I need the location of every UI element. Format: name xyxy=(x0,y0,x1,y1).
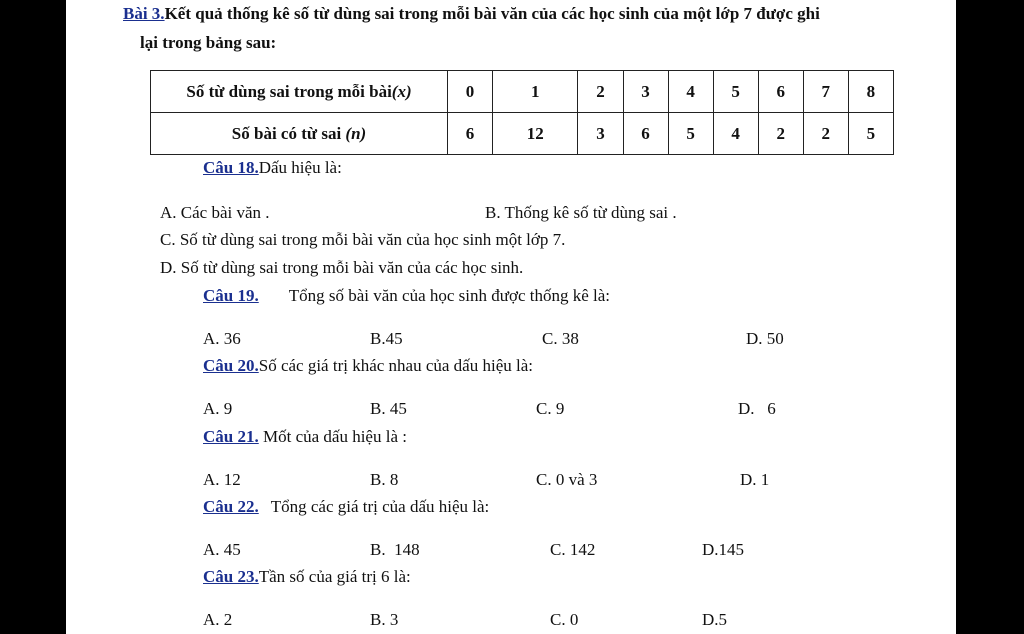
cell-n: 5 xyxy=(668,113,713,155)
q19-option-b: B.45 xyxy=(370,329,403,348)
cell-n: 12 xyxy=(493,113,578,155)
question-text: Mốt của dấu hiệu là : xyxy=(262,427,407,446)
problem-statement-line1 xyxy=(123,4,820,24)
question-label: Câu 20. xyxy=(203,356,259,375)
cell-x: 2 xyxy=(578,71,623,113)
cell-x: 8 xyxy=(848,71,893,113)
question-label: Câu 22. xyxy=(203,497,259,516)
q18-option-a: A. Các bài văn . xyxy=(160,203,270,222)
q18-option-b: B. Thống kê số từ dùng sai . xyxy=(485,203,677,222)
cell-n: 6 xyxy=(623,113,668,155)
q23-option-c: C. 0 xyxy=(550,610,579,629)
worksheet-page xyxy=(66,0,956,634)
cell-x: 0 xyxy=(448,71,493,113)
table-row-x xyxy=(151,71,894,113)
question-text: Dấu hiệu là: xyxy=(258,158,342,177)
q20-option-c: C. 9 xyxy=(536,399,565,418)
q21-option-a: A. 12 xyxy=(203,470,241,489)
table-row-n xyxy=(151,113,894,155)
problem-text-line2: lại trong bảng sau: xyxy=(140,33,277,52)
q21-option-b: B. 8 xyxy=(370,470,399,489)
cell-x: 5 xyxy=(713,71,758,113)
problem-label: Bài 3. xyxy=(123,4,165,23)
question-text: Tổng các giá trị của dấu hiệu là: xyxy=(270,497,490,516)
question-21 xyxy=(203,427,407,447)
q22-option-d: D.145 xyxy=(702,540,745,559)
cell-x: 1 xyxy=(493,71,578,113)
question-18 xyxy=(203,158,342,178)
q21-option-c: C. 0 và 3 xyxy=(536,470,598,489)
question-19 xyxy=(203,286,610,306)
q18-option-d: D. Số từ dùng sai trong mỗi bài văn của các học sinh. xyxy=(160,258,524,277)
cell-x: 3 xyxy=(623,71,668,113)
question-23 xyxy=(203,567,411,587)
q20-option-a: A. 9 xyxy=(203,399,233,418)
q23-option-b: B. 3 xyxy=(370,610,399,629)
question-label: Câu 18. xyxy=(203,158,259,177)
question-22 xyxy=(203,497,489,517)
problem-text-line1: Kết quả thống kê số từ dùng sai trong mỗi bài văn của các học sinh của một lớp 7 được ghi xyxy=(164,4,820,23)
cell-x: 4 xyxy=(668,71,713,113)
q19-option-c: C. 38 xyxy=(542,329,579,348)
cell-n: 2 xyxy=(758,113,803,155)
q20-option-b: B. 45 xyxy=(370,399,407,418)
cell-n: 4 xyxy=(713,113,758,155)
cell-x: 6 xyxy=(758,71,803,113)
q19-option-d: D. 50 xyxy=(746,329,784,348)
cell-n: 2 xyxy=(803,113,848,155)
question-text: Tần số của giá trị 6 là: xyxy=(258,567,411,586)
cell-x: 7 xyxy=(803,71,848,113)
q23-option-d: D.5 xyxy=(702,610,728,629)
question-label: Câu 19. xyxy=(203,286,259,305)
question-20 xyxy=(203,356,533,376)
row-header-x: Số từ dùng sai trong mỗi bài(x) xyxy=(151,71,448,113)
question-label: Câu 21. xyxy=(203,427,259,446)
cell-n: 3 xyxy=(578,113,623,155)
q21-option-d: D. 1 xyxy=(740,470,770,489)
cell-n: 6 xyxy=(448,113,493,155)
q22-option-c: C. 142 xyxy=(550,540,596,559)
q22-option-a: A. 45 xyxy=(203,540,241,559)
q19-option-a: A. 36 xyxy=(203,329,241,348)
frequency-table xyxy=(150,70,894,155)
q20-option-d: D. 6 xyxy=(738,399,776,418)
cell-n: 5 xyxy=(848,113,893,155)
question-text: Số các giá trị khác nhau của dấu hiệu là: xyxy=(258,356,533,375)
question-text: Tổng số bài văn của học sinh được thống kê là: xyxy=(288,286,611,305)
q23-option-a: A. 2 xyxy=(203,610,233,629)
q18-option-c: C. Số từ dùng sai trong mỗi bài văn của học sinh một lớp 7. xyxy=(160,230,566,249)
q22-option-b: B. 148 xyxy=(370,540,420,559)
question-label: Câu 23. xyxy=(203,567,259,586)
row-header-n: Số bài có từ sai (n) xyxy=(151,113,448,155)
